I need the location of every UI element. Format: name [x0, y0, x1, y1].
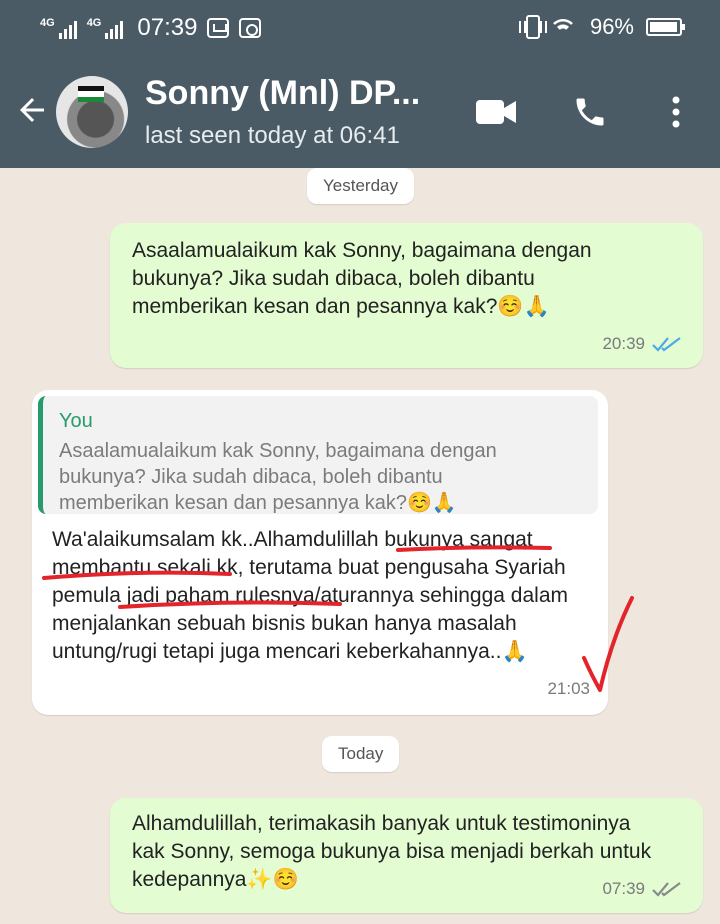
more-vertical-icon	[670, 94, 682, 130]
video-call-button[interactable]	[472, 88, 520, 136]
status-time: 07:39	[137, 14, 198, 41]
message-text	[132, 810, 651, 894]
message-bubble-incoming[interactable]	[32, 390, 608, 715]
status-bar	[0, 0, 720, 56]
text-line: memberikan kesan dan pesannya kak?☺️🙏	[132, 295, 550, 318]
back-arrow-icon[interactable]	[14, 92, 50, 128]
date-chip-yesterday: Yesterday	[307, 168, 414, 204]
vibrate-icon	[526, 15, 540, 39]
text-line: bukunya? Jika sudah dibaca, boleh dibantu	[132, 267, 535, 290]
text-line: kak Sonny, semoga bukunya bisa menjadi berkah untuk	[132, 840, 652, 863]
text-line: Alhamdulillah, terimakasih banyak untuk testimoninya	[132, 812, 631, 835]
double-check-icon	[651, 880, 683, 898]
text-line: pemula jadi paham rulesnya/aturannya sehingga dalam	[52, 584, 568, 607]
signal-icon-2: 4G	[87, 17, 124, 39]
text-line: menjalankan sebuah bisnis bukan hanya masalah	[52, 612, 517, 635]
date-chip-today: Today	[322, 736, 399, 772]
message-bubble-outgoing[interactable]	[110, 223, 703, 368]
message-meta	[602, 875, 683, 903]
instagram-icon	[239, 18, 261, 38]
contact-avatar[interactable]	[56, 76, 128, 148]
wifi-icon	[552, 17, 578, 37]
phone-icon	[572, 94, 608, 130]
chat-area[interactable]	[0, 168, 720, 924]
last-seen: last seen today at 06:41	[145, 122, 400, 149]
contact-name[interactable]: Sonny (Mnl) DP...	[145, 74, 421, 112]
message-time: 21:03	[547, 679, 590, 698]
chat-header	[0, 56, 720, 168]
battery-icon	[646, 18, 682, 36]
more-options-button[interactable]	[652, 88, 700, 136]
text-line: membantu sekali kk, terutama buat pengusaha Syariah	[52, 556, 566, 579]
double-check-read-icon	[651, 335, 683, 353]
text-line: Asaalamualaikum kak Sonny, bagaimana dengan	[132, 239, 592, 262]
quote-line: bukunya? Jika sudah dibaca, boleh dibantu	[59, 466, 443, 488]
message-text	[52, 526, 568, 666]
quoted-message[interactable]	[38, 396, 598, 514]
signal-icon: 4G	[40, 17, 77, 39]
battery-percent: 96%	[589, 14, 634, 39]
text-line: kedepannya✨☺️	[132, 868, 299, 891]
text-line: untung/rugi tetapi juga mencari keberkahannya..🙏	[52, 640, 528, 663]
message-time: 20:39	[602, 334, 645, 353]
message-text	[132, 237, 592, 321]
voice-call-button[interactable]	[566, 88, 614, 136]
video-camera-icon	[474, 96, 518, 128]
text-line: Wa'alaikumsalam kk..Alhamdulillah bukunya sangat	[52, 528, 533, 551]
message-time: 07:39	[602, 879, 645, 898]
message-bubble-outgoing[interactable]	[110, 798, 703, 913]
message-meta	[602, 330, 683, 358]
flag-icon	[78, 86, 104, 102]
quote-line: memberikan kesan dan pesannya kak?☺️🙏	[59, 492, 457, 514]
quote-line: Asaalamualaikum kak Sonny, bagaimana dengan	[59, 440, 497, 462]
quote-author: You	[59, 410, 93, 432]
mail-icon	[207, 18, 229, 38]
message-meta	[547, 675, 590, 703]
